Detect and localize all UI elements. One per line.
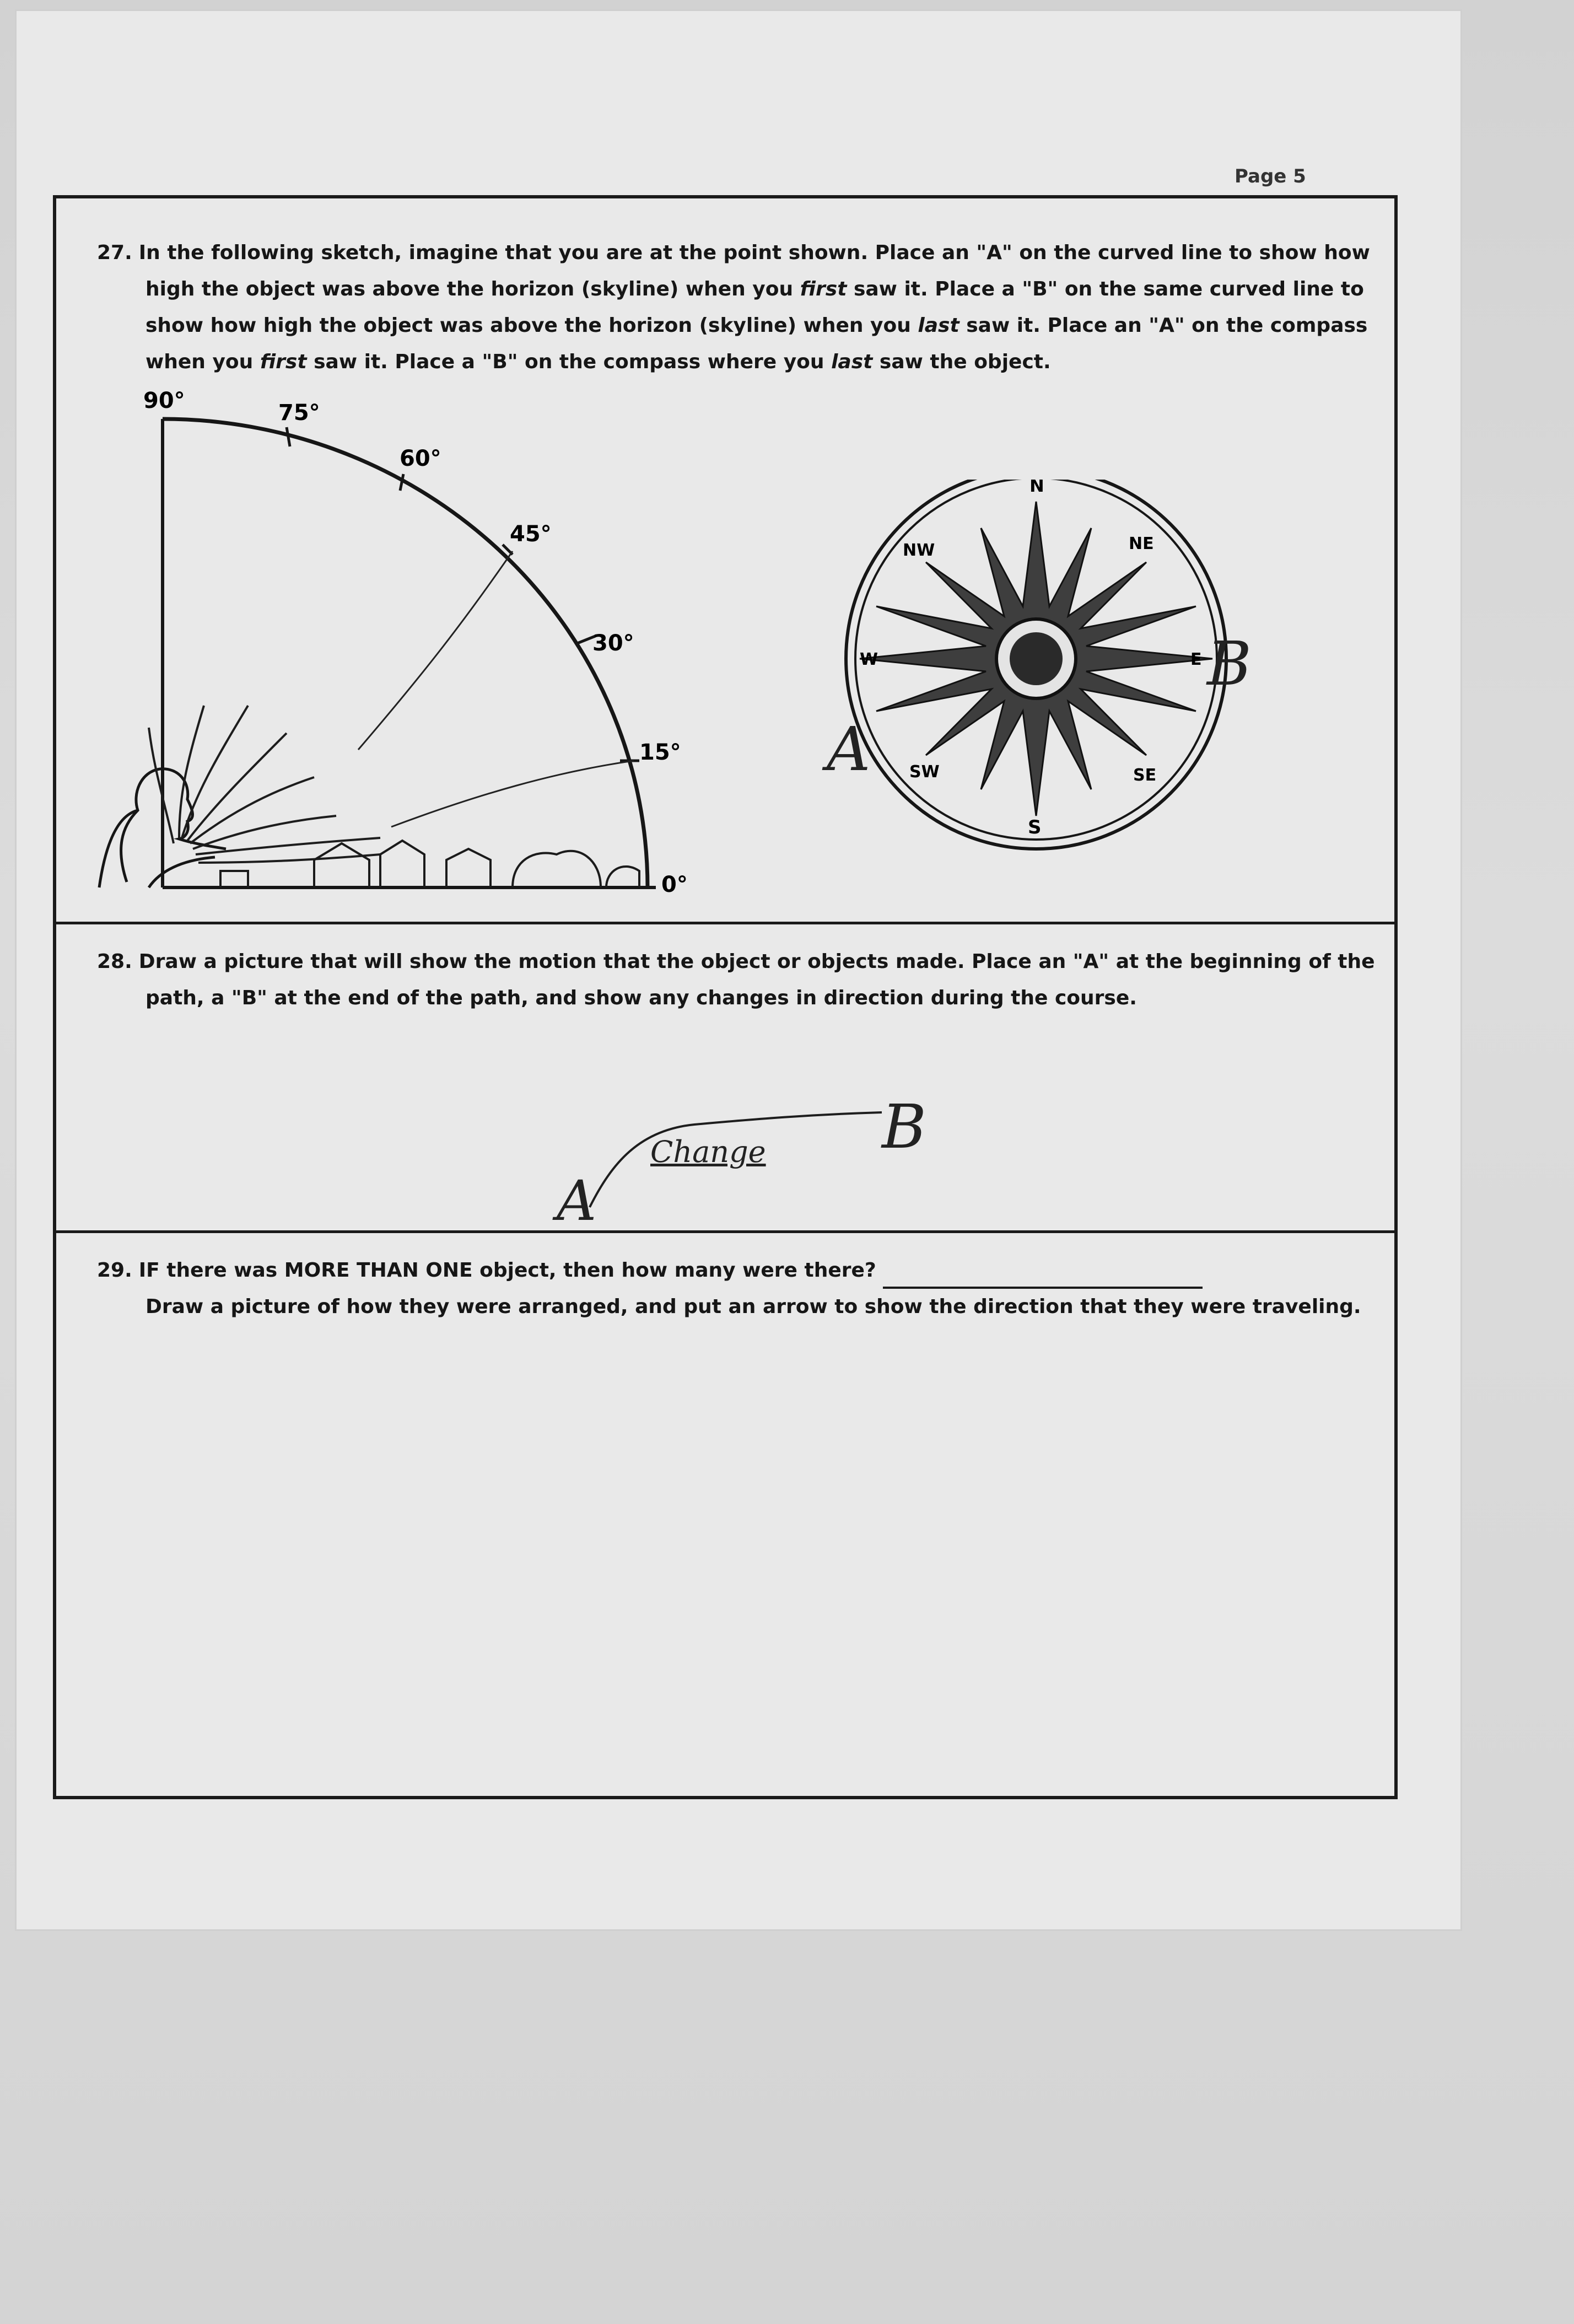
- question-27-line-3: show how high the object was above the horizon (skyline) when you last saw it. Place an "A" on the compass: [145, 314, 1368, 337]
- compass-label-ne: NE: [1129, 534, 1154, 553]
- question-27-line-4: when you first saw it. Place a "B" on the compass where you last saw the object.: [145, 351, 1051, 373]
- divider-28-29: [53, 1230, 1398, 1233]
- angle-label-75: 75°: [278, 400, 320, 426]
- page-number: Page 5: [1235, 165, 1306, 187]
- tick-60: [400, 474, 403, 491]
- angle-label-45: 45°: [510, 521, 552, 547]
- compass-label-nw: NW: [903, 541, 935, 560]
- divider-27-28: [53, 922, 1398, 924]
- question-29: [97, 1252, 1381, 1325]
- handwritten-a-path: A: [557, 1169, 597, 1233]
- elevation-angle-diagram: [83, 375, 744, 915]
- question-29-number: 29.: [97, 1259, 132, 1282]
- sight-line-45: [358, 551, 513, 750]
- tick-75: [287, 427, 290, 446]
- compass-rose: [838, 480, 1235, 860]
- compass-label-s: S: [1028, 816, 1042, 838]
- question-27-line-2: high the object was above the horizon (skyline) when you first saw it. Place a "B" on the same curved line to: [145, 278, 1364, 300]
- question-27-number: 27.: [97, 241, 132, 264]
- angle-label-30: 30°: [592, 631, 634, 656]
- question-27-line-1: 27. In the following sketch, imagine that you are at the point shown. Place an "A" on the curved line to show how: [97, 241, 1370, 264]
- handwritten-change-label: Change: [650, 1134, 766, 1169]
- compass-label-e: E: [1190, 650, 1202, 669]
- question-28-number: 28.: [97, 950, 132, 973]
- angle-label-15: 15°: [639, 740, 681, 765]
- question-27: [97, 235, 1381, 380]
- compass-label-w: W: [860, 650, 878, 669]
- compass-label-sw: SW: [909, 762, 940, 782]
- angle-label-90: 90°: [143, 388, 185, 413]
- question-28-line-1: 28. Draw a picture that will show the motion that the object or objects made. Place an "A" at the beginning of the: [97, 950, 1375, 973]
- sight-line-15: [391, 761, 634, 827]
- handwritten-a-compass: A: [827, 714, 871, 784]
- angle-label-60: 60°: [400, 446, 441, 471]
- question-28-line-2: path, a "B" at the end of the path, and show any changes in direction during the course.: [145, 987, 1137, 1009]
- compass-center-dot: [1010, 632, 1063, 685]
- object-count-answer-line[interactable]: [883, 1265, 1203, 1289]
- compass-label-n: N: [1029, 480, 1044, 496]
- handwritten-b-path: B: [882, 1091, 926, 1162]
- question-29-line-2: Draw a picture of how they were arranged, and put an arrow to show the direction that they were traveling.: [145, 1295, 1361, 1318]
- skyline-houses: [220, 841, 639, 887]
- compass-label-se: SE: [1133, 766, 1157, 785]
- question-28: [97, 944, 1381, 1016]
- question-29-line-1: 29. IF there was MORE THAN ONE object, then how many were there?: [97, 1252, 1381, 1289]
- angle-label-0: 0°: [661, 872, 688, 897]
- elevation-arc: [163, 419, 648, 887]
- handwritten-b-compass: B: [1207, 628, 1252, 699]
